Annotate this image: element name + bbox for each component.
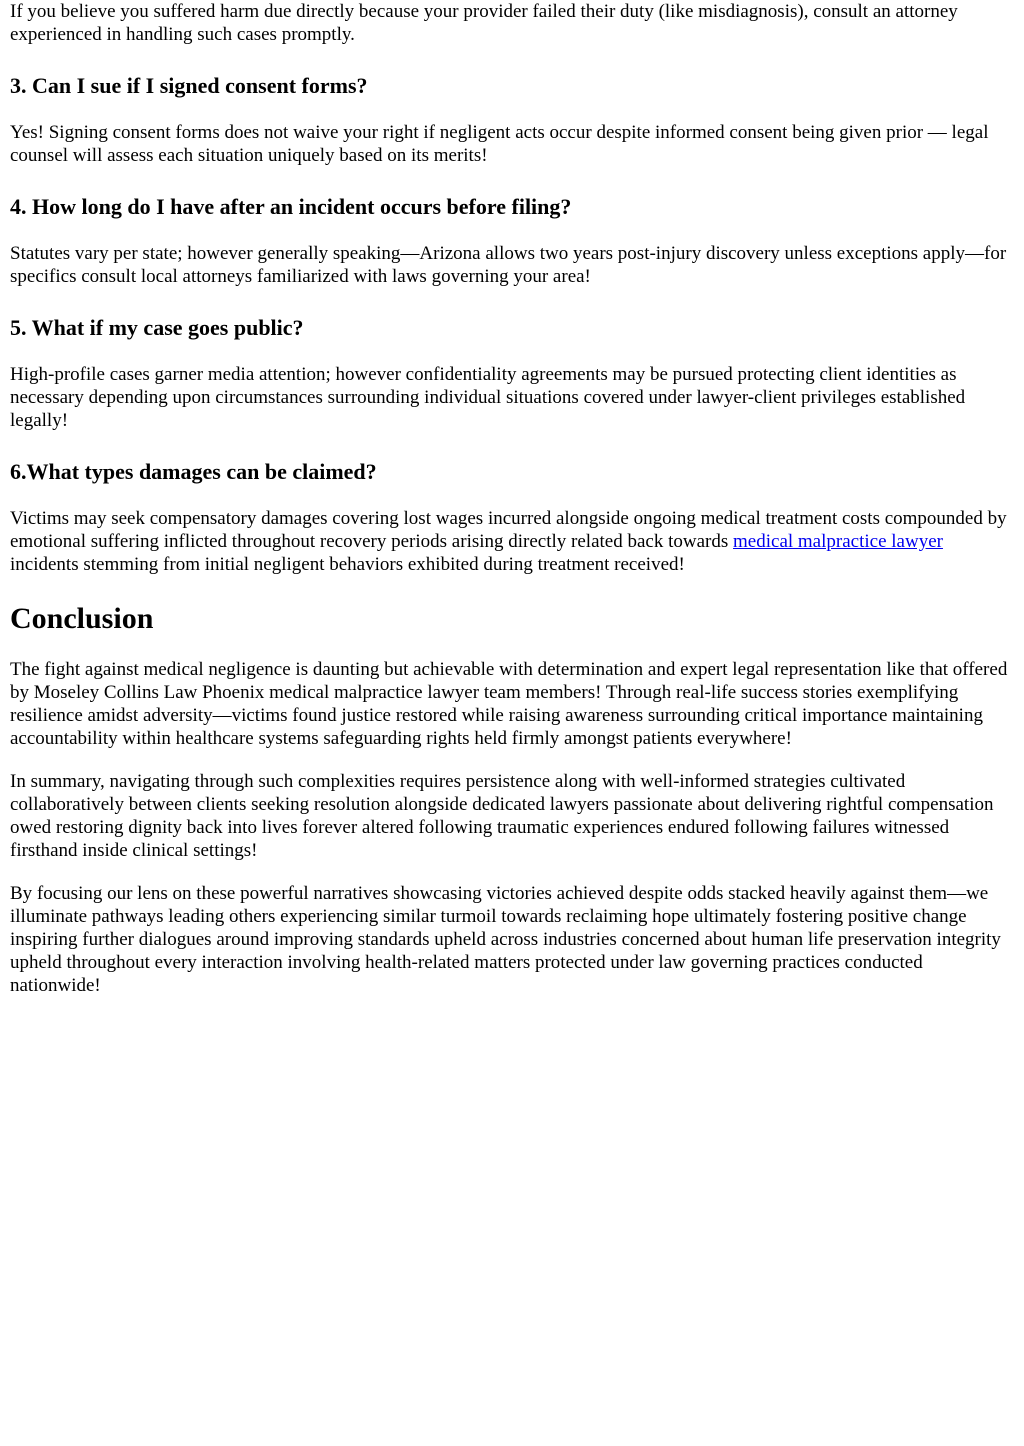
faq-question-4: 4. How long do I have after an incident occurs before filing? <box>10 194 572 219</box>
conclusion-paragraph-1: The fight against medical negligence is daunting but achievable with determination and expert legal representation like that offered by Moseley Collins Law Phoenix medical malpractice lawyer team members! Through real-life success stories exemplifying resilience amidst adversity—victims found justice restored while raising awareness surrounding critical importance maintaining accountability within healthcare systems safeguarding rights held firmly amongst patients everywhere! <box>10 659 1008 749</box>
faq-answer-3: Yes! Signing consent forms does not waive your right if negligent acts occur despite informed consent being given prior — legal counsel will assess each situation uniquely based on its merits! <box>10 122 989 166</box>
medical-malpractice-lawyer-link[interactable]: medical malpractice lawyer <box>733 531 943 552</box>
conclusion-heading: Conclusion <box>10 602 154 635</box>
faq-question-6: 6.What types damages can be claimed? <box>10 459 377 484</box>
conclusion-paragraph-2: In summary, navigating through such complexities requires persistence along with well-informed strategies cultivated collaboratively between clients seeking resolution alongside dedicated lawyers passionate about delivering rightful compensation owed restoring dignity back into lives forever altered following traumatic experiences endured following failures witnessed firsthand inside clinical settings! <box>10 771 994 861</box>
faq-answer-5: High-profile cases garner media attention; however confidentiality agreements may be pursued protecting client identities as necessary depending upon circumstances surrounding individual situations covered under lawyer-client privileges established legally! <box>10 364 966 431</box>
faq-answer-6-text-after: incidents stemming from initial negligent behaviors exhibited during treatment received! <box>10 554 685 575</box>
faq-answer-6-text-before: Victims may seek compensatory damages covering lost wages incurred alongside ongoing medical treatment costs compounded by emotional suffering inflicted throughout recovery periods arising directly related back towards <box>10 508 1007 552</box>
conclusion-paragraph-3: By focusing our lens on these powerful narratives showcasing victories achieved despite odds stacked heavily against them—we illuminate pathways leading others experiencing similar turmoil towards reclaiming hope ultimately fostering positive change inspiring further dialogues around improving standards upheld across industries concerned about human life preservation integrity upheld throughout every interaction involving health-related matters protected under law governing practices conducted nationwide! <box>10 883 1001 996</box>
faq-answer-6 <box>10 507 1010 576</box>
faq-question-5: 5. What if my case goes public? <box>10 315 304 340</box>
faq-answer-4: Statutes vary per state; however generally speaking—Arizona allows two years post-injury discovery unless exceptions apply—for specifics consult local attorneys familiarized with laws governing your area! <box>10 243 1007 287</box>
intro-paragraph: If you believe you suffered harm due directly because your provider failed their duty (like misdiagnosis), consult an attorney experienced in handling such cases promptly. <box>10 1 958 45</box>
faq-question-3: 3. Can I sue if I signed consent forms? <box>10 73 368 98</box>
